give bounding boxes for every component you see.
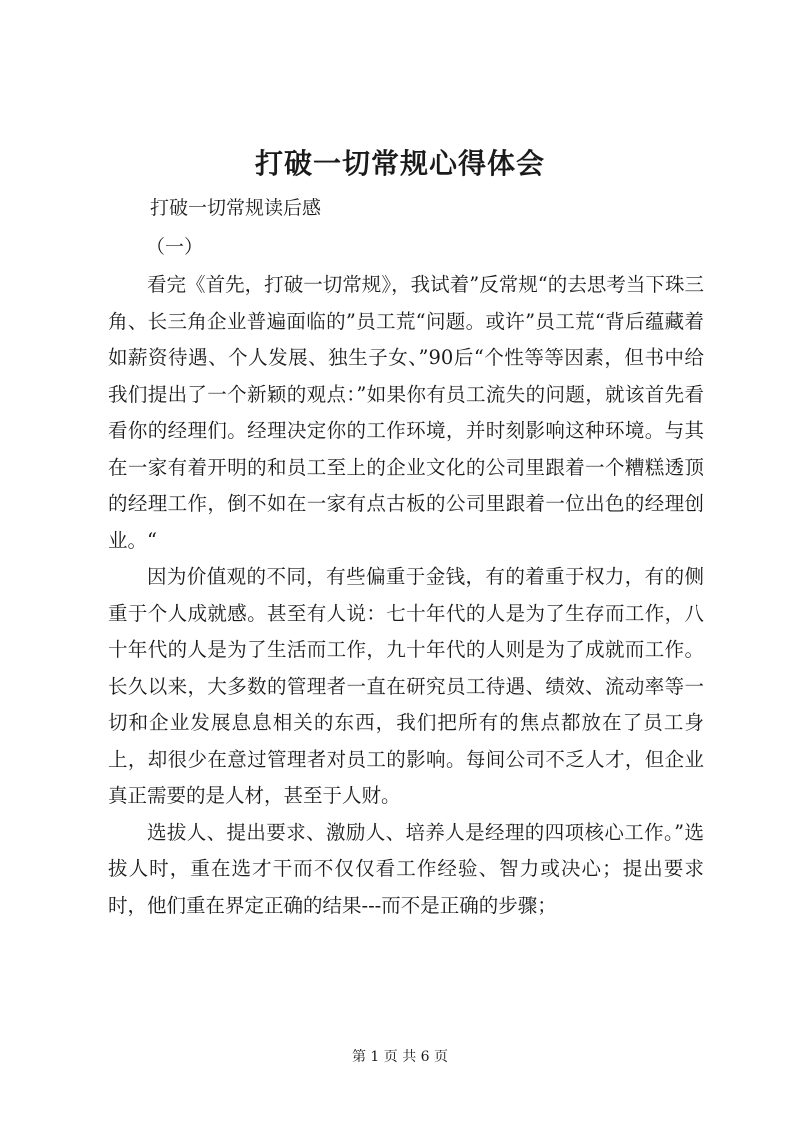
page-footer: 第 1 页 共 6 页 [351, 1049, 449, 1065]
paragraph-1: 看完《首先，打破一切常规》，我试着”反常规“的去思考当下珠三角、长三角企业普遍面临的”员工荒“问题。或许”员工荒“背后蕴藏着如薪资待遇、个人发展、独生子女、”90后“个性等等因素，但书中给我们提出了一个新颖的观点：”如果你有员工流失的问题，就该首先看看你的经理们。经理决定你的工作环境，并时刻影响这种环境。与其在一家有着开明的和员工至上的企业文化的公司里跟着一个糟糕透顶的经理工作，倒不如在一家有点古板的公司里跟着一位出色的经理创业。“ [108, 273, 704, 552]
section-label: （一） [146, 236, 204, 258]
document-title: 打破一切常规心得体会 [254, 147, 545, 180]
paragraph-2: 因为价值观的不同，有些偏重于金钱，有的着重于权力，有的侧重于个人成就感。甚至有人说：七十年代的人是为了生存而工作，八十年代的人是为了生活而工作，九十年代的人则是为了成就而工作。长久以来，大多数的管理者一直在研究员工待遇、绩效、流动率等一切和企业发展息息相关的东西，我们把所有的焦点都放在了员工身上，却很少在意过管理者对员工的影响。每间公司不乏人才，但企业真正需要的是人材，甚至于人财。 [108, 565, 704, 807]
document-subtitle: 打破一切常规读后感 [150, 197, 322, 219]
paragraph-3: 选拔人、提出要求、激励人、培养人是经理的四项核心工作。”选拔人时，重在选才干而不仅仅看工作经验、智力或决心；提出要求时，他们重在界定正确的结果---而不是正确的步骤； [108, 820, 704, 917]
body-text [108, 267, 704, 924]
